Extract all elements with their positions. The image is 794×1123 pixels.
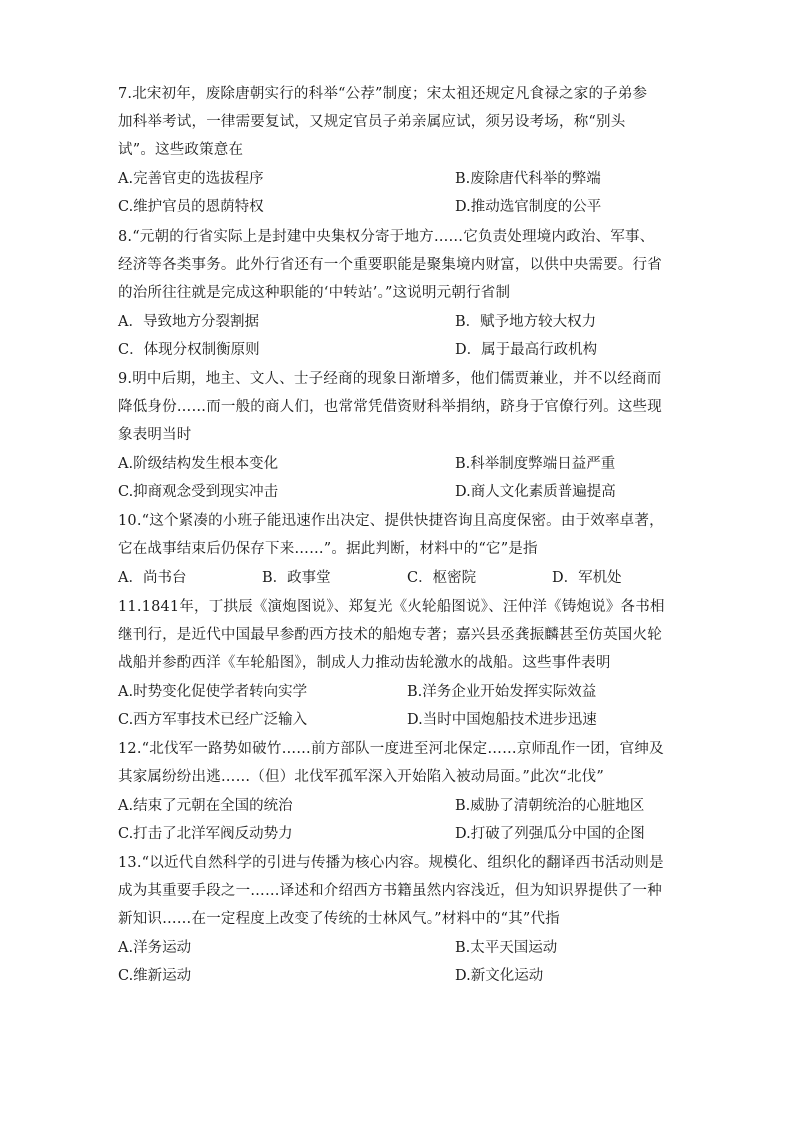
option-d: D．军机处 (552, 570, 622, 586)
option-d: D.商人文化素质普遍提高 (455, 484, 616, 500)
option-a: A．尚书台 (118, 570, 187, 586)
question-stem-line: 其家属纷纷出逃……（但）北伐军孤军深入开始陷入被动局面。”此次“北伐” (118, 769, 604, 785)
question-stem-line: 11.1841年，丁拱辰《演炮图说》、郑复光《火轮船图说》、汪仲洋《铸炮说》各书相 (118, 599, 665, 615)
option-b: B.科举制度弊端日益严重 (455, 456, 616, 472)
option-d: D.打破了列强瓜分中国的企图 (455, 826, 645, 842)
option-a: A.阶级结构发生根本变化 (118, 456, 279, 472)
option-d: D.新文化运动 (455, 968, 544, 984)
question-stem-line: 经济等各类事务。此外行省还有一个重要职能是聚集境内财富，以供中央需要。行省 (118, 257, 662, 273)
question-stem-line: 9.明中后期，地主、文人、士子经商的现象日渐增多，他们儒贾兼业，并不以经商而 (118, 371, 662, 387)
question-stem-line: 13.“以近代自然科学的引进与传播为核心内容。规模化、组织化的翻译西书活动则是 (118, 855, 664, 871)
question-stem-line: 7.北宋初年，废除唐朝实行的科举“公荐”制度；宋太祖还规定凡食禄之家的子弟参 (118, 86, 648, 102)
question-stem-line: 加科举考试，一律需要复试，又规定官员子弟亲属应试，须另设考场，称“别头 (118, 114, 626, 130)
option-a: A.时势变化促使学者转向实学 (118, 684, 308, 700)
option-b: B．政事堂 (262, 570, 331, 586)
option-c: C.打击了北洋军阀反动势力 (118, 826, 293, 842)
question-stem-line: 战船并参酌西洋《车轮船图》，制成人力推动齿轮激水的战船。这些事件表明 (118, 655, 611, 671)
question-stem-line: 成为其重要手段之一……译述和介绍西方书籍虽然内容浅近，但为知识界提供了一种 (118, 883, 662, 899)
question-stem-line: 继刊行，是近代中国最早参酌西方技术的船炮专著；嘉兴县丞龚振麟甚至仿英国火轮 (118, 627, 662, 643)
option-c: C.抑商观念受到现实冲击 (118, 484, 279, 500)
question-stem-line: 降低身份……而一般的商人们，也常常凭借资财科举捐纳，跻身于官僚行列。这些现 (118, 399, 662, 415)
option-c: C.维护官员的恩荫特权 (118, 199, 264, 215)
option-d: D.推动选官制度的公平 (455, 199, 602, 215)
option-a: A.完善官吏的选拔程序 (118, 171, 264, 187)
question-stem-line: 它在战事结束后仍保存下来……”。据此判断，材料中的“它”是指 (118, 541, 538, 557)
question-stem-line: 试”。这些政策意在 (118, 142, 244, 158)
option-c: C.西方军事技术已经广泛输入 (118, 712, 308, 728)
option-b: B．赋予地方较大权力 (455, 314, 597, 330)
option-b: B.洋务企业开始发挥实际效益 (407, 684, 597, 700)
option-d: D.当时中国炮船技术进步迅速 (407, 712, 597, 728)
option-b: B.威胁了清朝统治的心脏地区 (455, 798, 645, 814)
option-c: C．体现分权制衡原则 (118, 342, 260, 358)
question-stem-line: 新知识……在一定程度上改变了传统的士林风气。”材料中的“其”代指 (118, 911, 560, 927)
option-a: A.洋务运动 (118, 940, 192, 956)
question-stem-line: 12.“北伐军一路势如破竹……前方部队一度进至河北保定……京师乱作一团，官绅及 (118, 741, 664, 757)
option-b: B.废除唐代科举的弊端 (455, 171, 601, 187)
option-c: C.维新运动 (118, 968, 192, 984)
option-c: C．枢密院 (407, 570, 477, 586)
question-stem-line: 8.“元朝的行省实际上是封建中央集权分寄于地方……它负责处理境内政治、军事、 (118, 229, 655, 245)
question-stem-line: 10.“这个紧凑的小班子能迅速作出决定、提供快捷咨询且高度保密。由于效率卓著， (118, 513, 664, 529)
option-d: D．属于最高行政机构 (455, 342, 598, 358)
option-b: B.太平天国运动 (455, 940, 558, 956)
question-stem-line: 象表明当时 (118, 427, 192, 443)
option-a: A.结束了元朝在全国的统治 (118, 798, 293, 814)
option-a: A．导致地方分裂割据 (118, 314, 259, 330)
question-stem-line: 的治所往往就是完成这种职能的‘中转站’。”这说明元朝行省制 (118, 285, 511, 301)
